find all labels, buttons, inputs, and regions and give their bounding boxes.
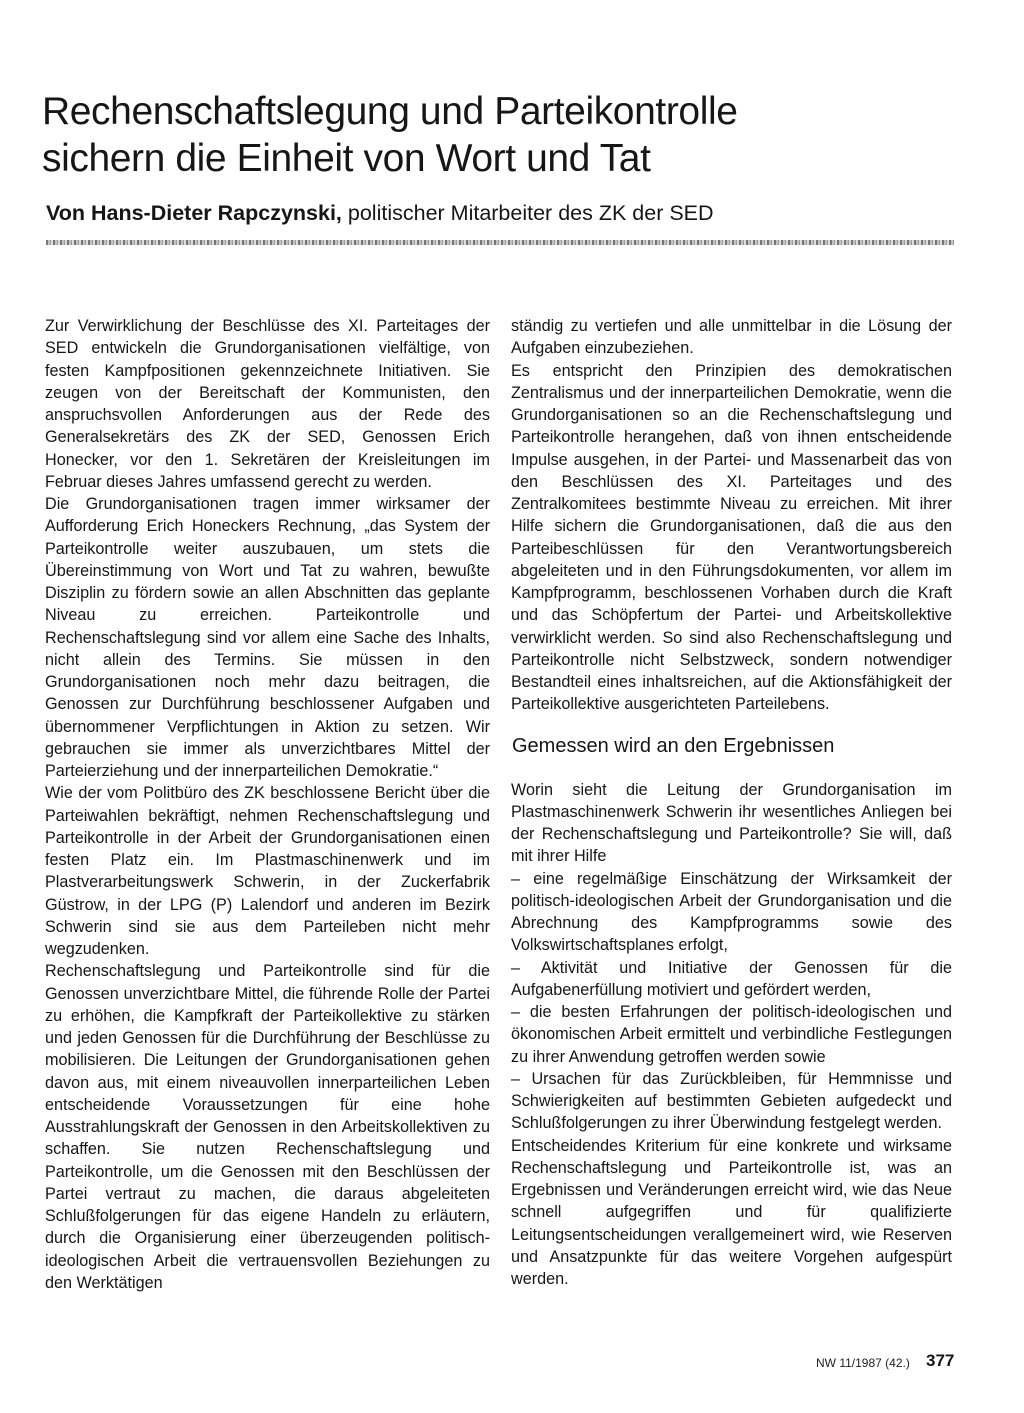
list-item-2: – Aktivität und Initiative der Genossen für die Aufgabenerfüllung motiviert und gefördert werden, [511,958,952,999]
article-title-line-2: sichern die Einheit von Wort und Tat [42,137,651,180]
list-item-1: – eine regelmäßige Einschätzung der Wirksamkeit der politisch-ideologischen Arbeit der Grundorganisation und die Abrechnung des Kampfprogramms sowie des Volkswirtschaftsplanes erfolgt, [511,869,952,955]
right-paragraph-3: Worin sieht die Leitung der Grundorganisation im Plastmaschinenwerk Schwerin ihr wesentliches Anliegen bei der Rechenschaftslegung und Parteikontrolle? Sie will, daß mit ihrer Hilfe [511,780,952,866]
left-paragraph-1: Zur Verwirklichung der Beschlüsse des XI. Parteitages der SED entwickeln die Grundorganisationen vielfältige, von festen Kampfpositionen gekennzeichnete Initiativen. Sie zeugen von der Bereitschaft der Kommunisten, den anspruchsvollen Anforderungen aus der Rede des Generalsekretärs des ZK der SED, Genossen Erich Honecker, vor den 1. Sekretären der Kreisleitungen im Februar dieses Jahres umfassend gerecht zu werden. [45,317,490,491]
header-divider [46,240,954,245]
byline-role: politischer Mitarbeiter des ZK der SED [341,201,714,225]
left-column [45,315,490,1294]
right-column [511,315,952,1290]
right-paragraph-4: Entscheidendes Kriterium für eine konkrete und wirksame Rechenschaftslegung und Parteikontrolle ist, was an Ergebnissen und Veränderungen erreicht wird, wie das Neue schnell aufgegriffen und für qualifizierte Leitungsentscheidungen verallgemeinert wird, wie Reserven und Ansatzpunkte für das weitere Vorgehen aufgespürt werden. [511,1136,952,1288]
right-paragraph-2: Es entspricht den Prinzipien des demokratischen Zentralismus und der innerparteilichen Demokratie, wenn die Grundorganisationen so an die Rechenschaftslegung und Parteikontrolle herangehen, daß von ihnen entscheidende Impulse ausgehen, in der Partei- und Massenarbeit das von den Beschlüssen des XI. Parteitages und des Zentralkomitees bestimmte Niveau zu erreichen. Mit ihrer Hilfe sichern die Grundorganisationen, daß die aus den Parteibeschlüssen für den Verantwortungsbereich abgeleiteten und in den Führungsdokumenten, vor allem im Kampfprogramm, beschlossenen Vorhaben durch die Kraft und das Schöpfertum der Partei- und Arbeitskollektive verwirklicht werden. So sind also Rechenschaftslegung und Parteikontrolle nicht Selbstzweck, sondern notwendiger Bestandteil eines inhaltsreichen, auf die Aktionsfähigkeit der Parteikollektive ausgerichteten Parteilebens. [511,361,952,714]
page-number: 377 [926,1351,955,1370]
list-item-3: – die besten Erfahrungen der politisch-ideologischen und ökonomischen Arbeit ermittelt und verbindliche Festlegungen zu ihrer Anwendung getroffen werden sowie [511,1003,952,1066]
left-paragraph-4: Rechenschaftslegung und Parteikontrolle sind für die Genossen unverzichtbare Mittel, die führende Rolle der Partei zu erhöhen, die Kampfkraft der Parteikollektive zu stärken und jeden Genossen für die Durchführung der Beschlüsse zu mobilisieren. Die Leitungen der Grundorganisationen gehen davon aus, mit einem niveauvollen innerparteilichen Leben entscheidende Voraussetzungen für eine hohe Ausstrahlungskraft der Genossen in den Arbeitskollektiven zu schaffen. Sie nutzen Rechenschaftslegung und Parteikontrolle, um die Genossen mit den Beschlüssen der Partei vertraut zu machen, die daraus abgeleiteten Schlußfolgerungen für das eigene Handeln zu erläutern, durch die Organisierung einer überzeugenden politisch-ideologischen Arbeit die vertrauensvollen Beziehungen zu den Werktätigen [45,962,490,1292]
list-item-4: – Ursachen für das Zurückbleiben, für Hemmnisse und Schwierigkeiten auf bestimmten Gebieten aufgedeckt und Schlußfolgerungen zu ihrer Überwindung festgelegt werden. [511,1069,952,1133]
byline-author: Von Hans-Dieter Rapczynski, [46,201,342,225]
issue-reference: NW 11/1987 (42.) [816,1356,910,1370]
article-title [42,88,982,182]
right-paragraph-1: ständig zu vertiefen und alle unmittelbar in die Lösung der Aufgaben einzubeziehen. [511,317,952,358]
article-title-line-1: Rechenschaftslegung und Parteikontrolle [42,90,738,133]
left-paragraph-3: Wie der vom Politbüro des ZK beschlossene Bericht über die Parteiwahlen bekräftigt, nehmen Rechenschaftslegung und Parteikontrolle in der Arbeit der Grundorganisationen einen festen Platz ein. Im Plastmaschinenwerk und im Plastverarbeitungswerk Schwerin, in der Zuckerfabrik Güstrow, in der LPG (P) Lalendorf und anderen im Bezirk Schwerin sind sie aus dem Parteileben nicht mehr wegzudenken. [45,784,490,958]
left-paragraph-2: Die Grundorganisationen tragen immer wirksamer der Aufforderung Erich Honeckers Rechnung, „das System der Parteikontrolle weiter auszubauen, um stets die Übereinstimmung von Wort und Tat zu wahren, bewußte Disziplin zu fördern sowie an allen Abschnitten das geplante Niveau zu erreichen. Parteikontrolle und Rechenschaftslegung sind vor allem eine Sache des Inhalts, nicht allein des Termins. Sie müssen in den Grundorganisationen noch mehr dazu beitragen, die Genossen zur Durchführung beschlossener Aufgaben und übernommener Verpflichtungen in Aktion zu setzen. Wir gebrauchen sie immer als unverzichtbares Mittel der Parteierziehung und der innerparteilichen Demokratie.“ [45,495,490,780]
article-byline [46,199,986,227]
section-subheading: Gemessen wird an den Ergebnissen [512,734,835,757]
